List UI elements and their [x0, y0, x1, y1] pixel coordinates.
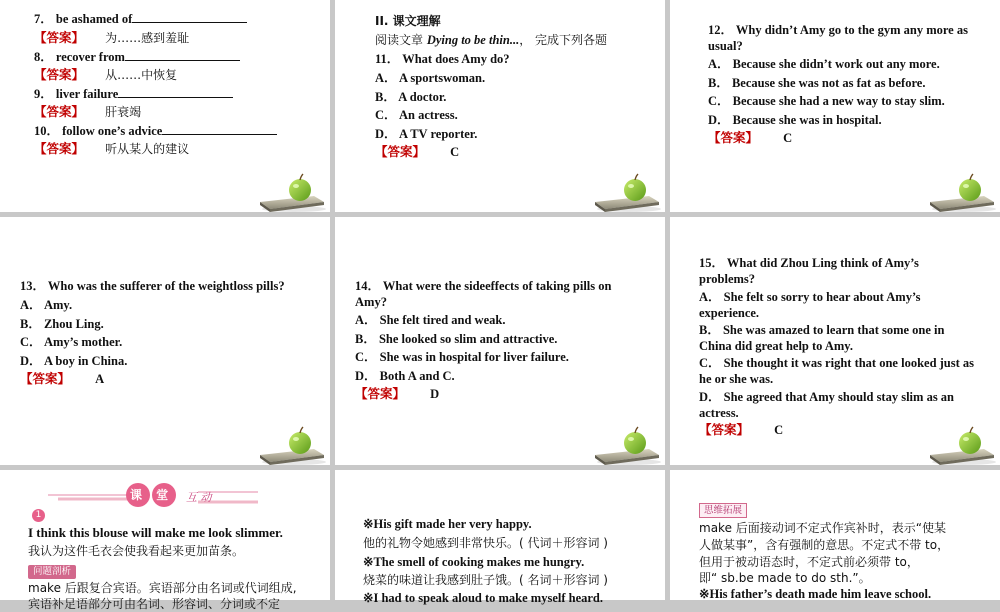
analysis-tag-text: 问题剖析: [28, 565, 76, 579]
vocab-item-8: [34, 49, 240, 65]
banner-title: 课 堂: [130, 488, 174, 502]
vocab-term: 9． liver failure: [34, 87, 119, 101]
article-title: Dying to be thin...: [426, 33, 520, 47]
analysis-line-1: make 后跟复合宾语。宾语部分由名词或代词组成,: [28, 581, 297, 595]
extension-line-1: make 后面接动词不定式作宾补时，表示“使某: [699, 521, 946, 535]
question-text: 15． What did Zhou Ling think of Amy’s problems?: [699, 256, 919, 286]
example-3-en: ※I had to speak aloud to make myself heard.: [363, 591, 604, 605]
slide-1: [0, 0, 330, 212]
example-translation: 我认为这件毛衣会使我看起来更加苗条。: [28, 544, 245, 558]
answer-label: 【答案】: [708, 131, 759, 145]
vocab-item-10: [34, 123, 277, 139]
instruction-prefix: 阅读文章: [375, 33, 427, 47]
analysis-line-2: 宾语补足语部分可由名词、形容词、分词或不定: [28, 597, 281, 611]
answer-text: 从……中恢复: [105, 68, 178, 82]
example-2-en: ※The smell of cooking makes me hungry.: [363, 555, 585, 569]
vocab-item-7: [34, 11, 247, 27]
example-1-en: ※His gift made her very happy.: [363, 517, 532, 531]
answer-blank: [125, 49, 240, 61]
option-a: A． She felt tired and weak.: [355, 313, 506, 327]
extension-tag: [699, 501, 747, 518]
answer-text: C: [774, 423, 784, 437]
example-sentence: I think this blouse will make me look slimmer.: [28, 525, 283, 540]
book-apple-icon: [924, 172, 996, 212]
slide-8: [335, 470, 665, 605]
answer-label: 【答案】: [355, 387, 406, 401]
option-c: C． Amy’s mother.: [20, 335, 123, 349]
answer-line: [708, 130, 792, 146]
option-a: A． A sportswoman.: [375, 71, 486, 85]
option-c: C． She was in hospital for liver failure.: [355, 350, 569, 364]
answer-text: 听从某人的建议: [105, 142, 190, 156]
section-heading: [375, 13, 441, 29]
slide-6: [670, 217, 1000, 465]
answer-label: 【答案】: [699, 423, 750, 437]
extension-tag-text: 思维拓展: [699, 503, 747, 518]
answer-label: 【答案】: [20, 372, 71, 386]
option-a: A． She felt so sorry to hear about Amy’s experience.: [699, 290, 921, 320]
option-c: C． She thought it was right that one looked just as he or she was.: [699, 356, 975, 386]
option-b: B． She was amazed to learn that some one in China did great help to Amy.: [699, 323, 945, 353]
answer-text: A: [95, 372, 105, 386]
answer-line: [34, 141, 189, 157]
banner-subtitle: 互 动: [186, 491, 212, 504]
answer-line: [355, 386, 439, 402]
answer-line: [34, 30, 189, 46]
answer-line: [20, 371, 104, 387]
extension-line-3: 但用于被动语态时，不定式前必须带 to，: [699, 555, 919, 569]
option-d: D． She agreed that Amy should stay slim as an actress.: [699, 390, 955, 420]
answer-text: 为……感到羞耻: [105, 31, 190, 45]
item-number-badge: 1: [32, 509, 45, 522]
answer-line: [34, 104, 141, 120]
book-apple-icon: [254, 172, 326, 212]
slide-5: [335, 217, 665, 465]
vocab-term: 7． be ashamed of: [34, 12, 133, 26]
book-apple-icon: [589, 425, 661, 465]
analysis-tag: [28, 562, 76, 579]
book-apple-icon: [254, 425, 326, 465]
answer-text: D: [430, 387, 440, 401]
answer-label: 【答案】: [34, 31, 85, 45]
option-b: B． Because she was not as fat as before.: [708, 76, 926, 90]
example-1-cn: 他的礼物令她感到非常快乐。( 代词＋形容词 ): [363, 536, 608, 550]
vocab-term: 8． recover from: [34, 50, 125, 64]
question-text: 11． What does Amy do?: [375, 52, 510, 66]
slide-7: [0, 470, 330, 611]
extension-line-4: 即“ sb.be made to do sth.”。: [699, 571, 871, 585]
option-b: B． Zhou Ling.: [20, 317, 104, 331]
section-heading-text: II. 课文理解: [375, 14, 441, 28]
option-d: D． Both A and C.: [355, 369, 455, 383]
slide-4: [0, 217, 330, 465]
option-a: A． Because she didn’t work out any more.: [708, 57, 940, 71]
answer-text: C: [450, 145, 460, 159]
answer-blank: [118, 86, 233, 98]
option-b: B． A doctor.: [375, 90, 447, 104]
option-b: B． She looked so slim and attractive.: [355, 332, 558, 346]
answer-label: 【答案】: [34, 105, 85, 119]
slide-3: [670, 0, 1000, 212]
option-d: D． A TV reporter.: [375, 127, 478, 141]
book-apple-icon: [589, 172, 661, 212]
answer-text: 肝衰竭: [105, 105, 142, 119]
option-c: C． An actress.: [375, 108, 458, 122]
answer-text: C: [783, 131, 793, 145]
extension-line-2: 人做某事”，含有强制的意思。不定式不带 to，: [699, 538, 950, 552]
instruction-suffix: ， 完成下列各题: [519, 33, 608, 47]
answer-line: [375, 144, 459, 160]
answer-label: 【答案】: [34, 68, 85, 82]
answer-line: [699, 422, 783, 438]
slide-9: [670, 470, 1000, 600]
example-2-cn: 烧菜的味道让我感到肚子饿。( 名词＋形容词 ): [363, 573, 608, 587]
vocab-term: 10． follow one’s advice: [34, 124, 163, 138]
option-c: C． Because she had a new way to stay slim.: [708, 94, 945, 108]
answer-line: [34, 67, 177, 83]
answer-blank: [132, 11, 247, 23]
question-text: 13． Who was the sufferer of the weightloss pills?: [20, 279, 285, 293]
option-d: D． Because she was in hospital.: [708, 113, 882, 127]
answer-blank: [162, 123, 277, 135]
answer-label: 【答案】: [375, 145, 426, 159]
answer-label: 【答案】: [34, 142, 85, 156]
option-a: A． Amy.: [20, 298, 73, 312]
question-text: 12． Why didn’t Amy go to the gym any more as usual?: [708, 23, 968, 53]
instruction: [375, 32, 607, 48]
question-text: 14． What were the sideeffects of taking pills on Amy?: [355, 279, 612, 309]
book-apple-icon: [924, 425, 996, 465]
vocab-item-9: [34, 86, 233, 102]
extension-example: ※His father’s death made him leave school.: [699, 587, 932, 601]
option-d: D． A boy in China.: [20, 354, 128, 368]
slide-2: [335, 0, 665, 212]
